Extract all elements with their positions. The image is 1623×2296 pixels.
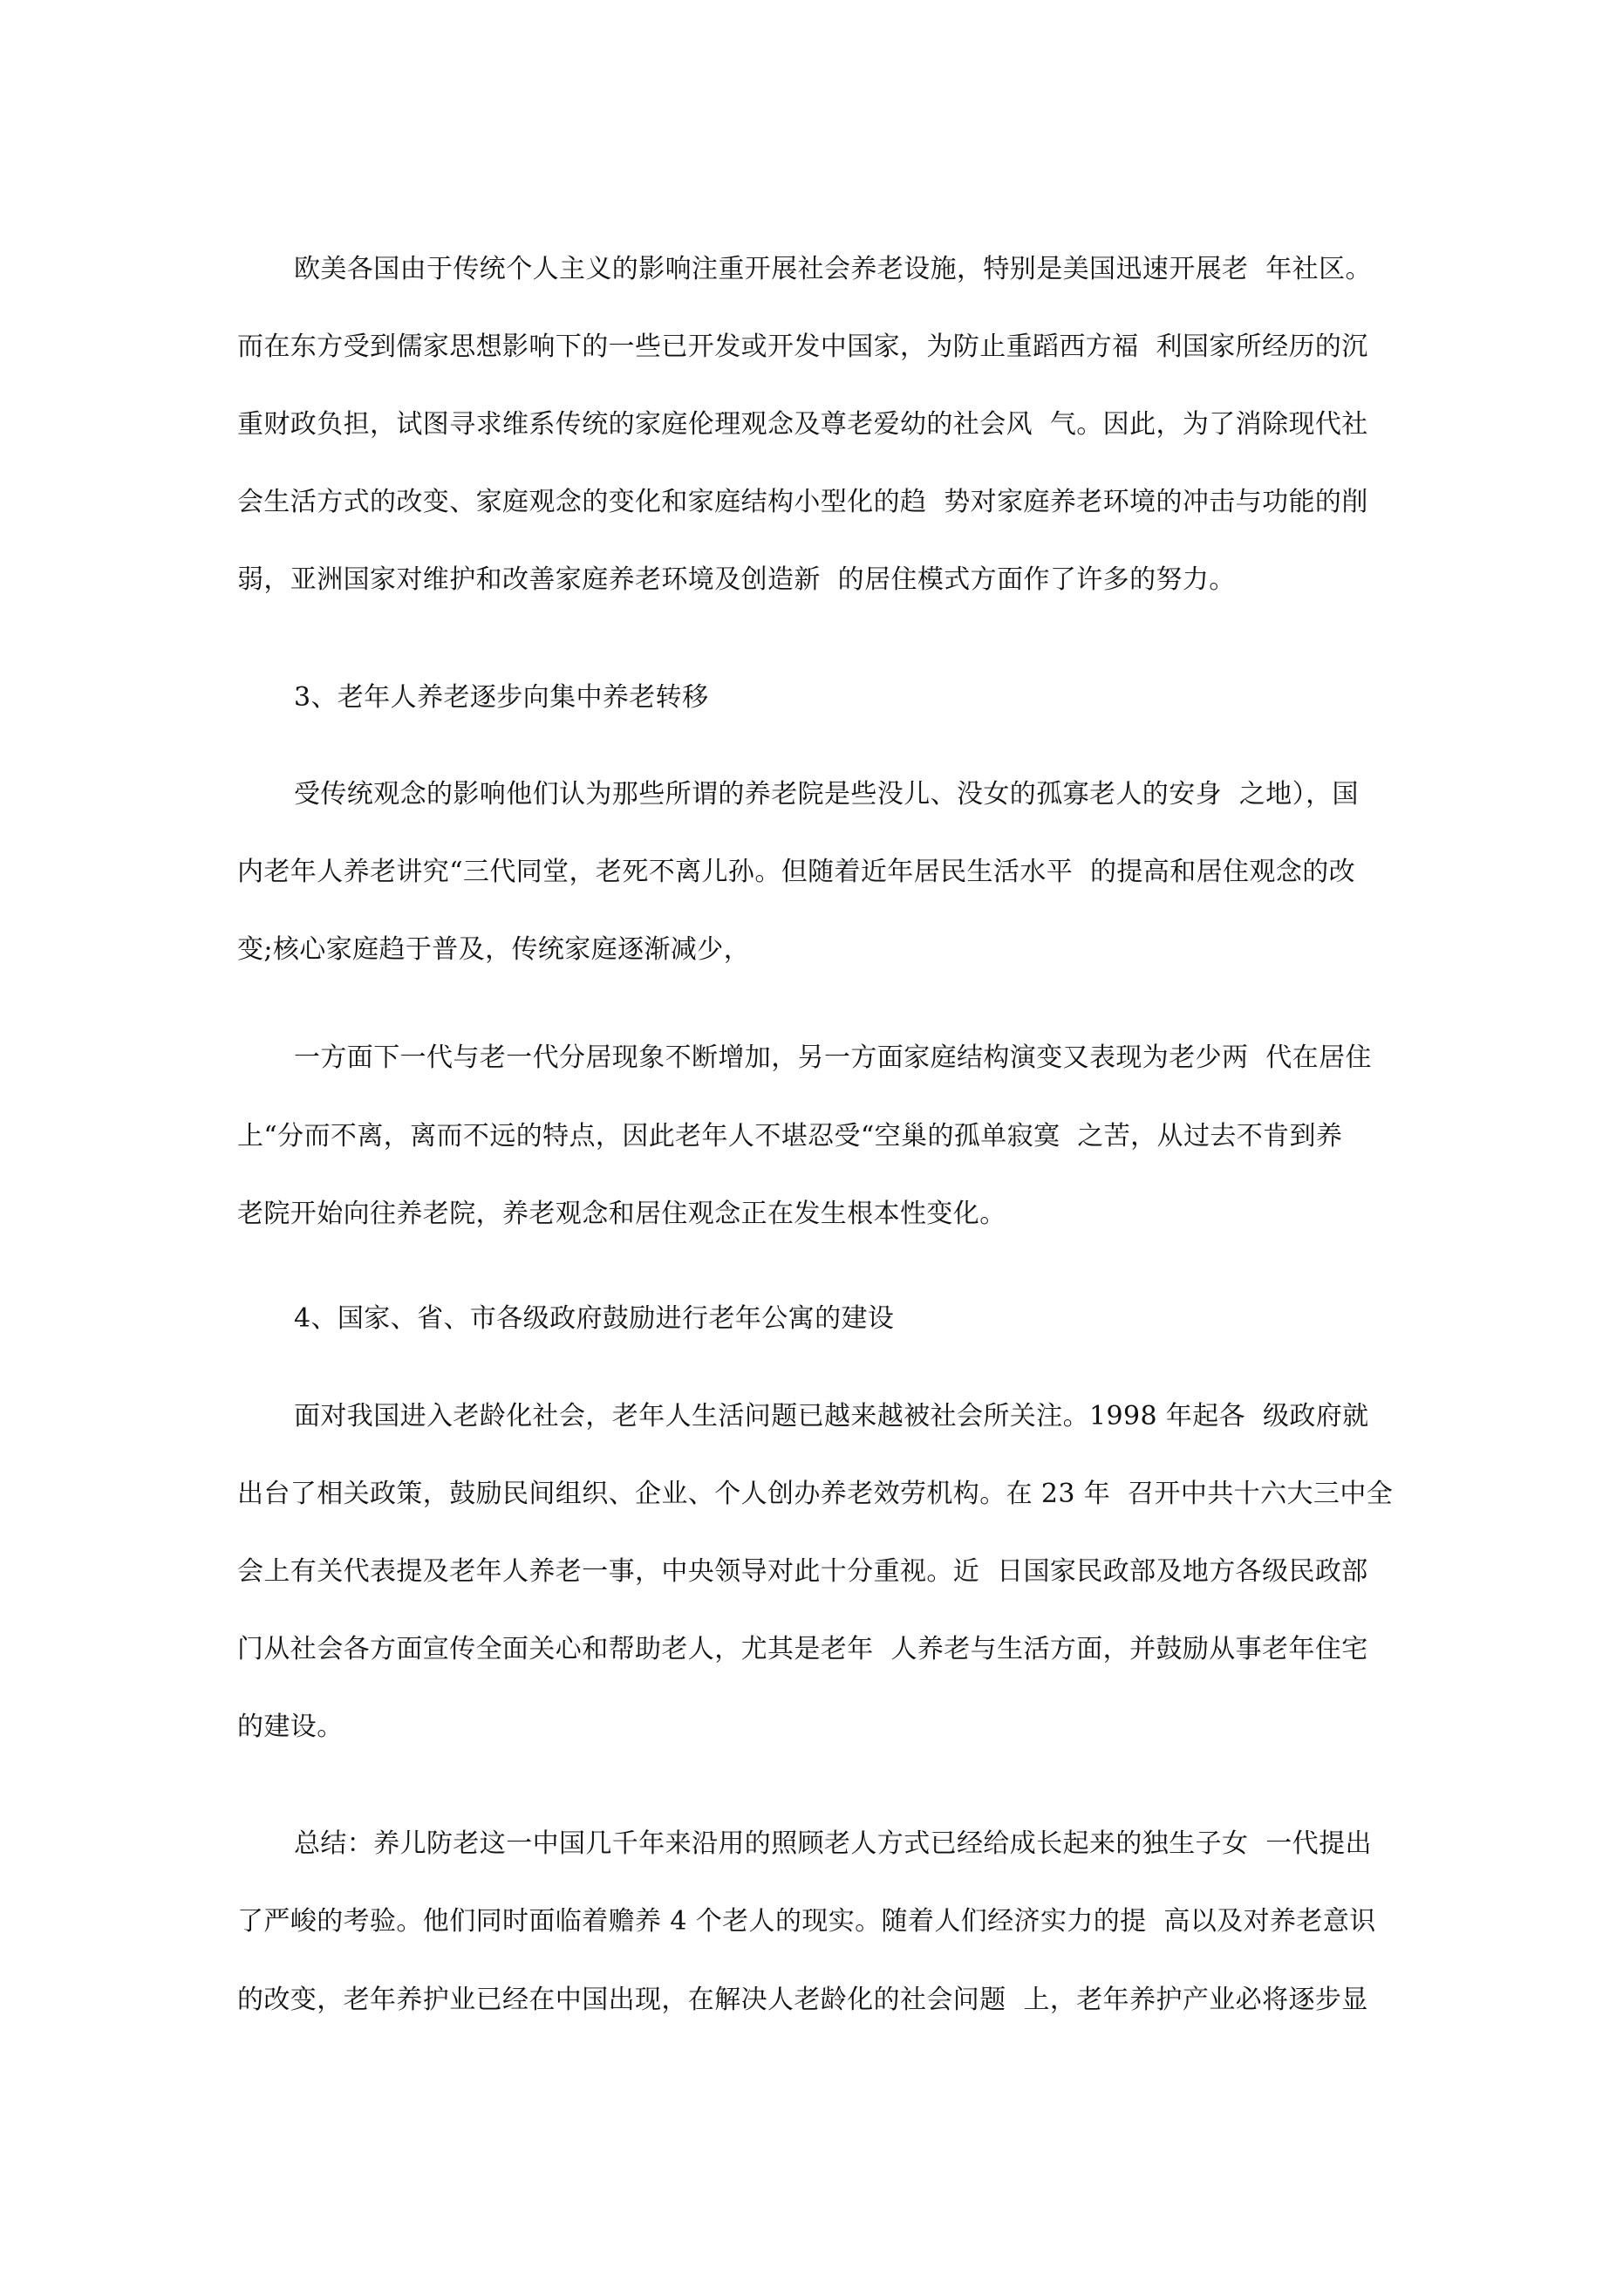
text-line: 一方面下一代与老一代分居现象不断增加，另一方面家庭结构演变又表现为老少两 代在居住: [294, 1042, 1372, 1073]
text-line: 了严峻的考验。他们同时面临着赡养 4 个老人的现实。随着人们经济实力的提 高以及对养老意识: [237, 1906, 1376, 1937]
text-line: 出台了相关政策，鼓励民间组织、企业、个人创办养老效劳机构。在 23 年 召开中共十六大三中全: [237, 1479, 1394, 1509]
text-line: 会生活方式的改变、家庭观念的变化和家庭结构小型化的趋 势对家庭养老环境的冲击与功能的削: [237, 487, 1368, 517]
text-line: 会上有关代表提及老年人养老一事，中央领导对此十分重视。近 日国家民政部及地方各级民政部: [237, 1556, 1368, 1587]
text-line: 重财政负担，试图寻求维系传统的家庭伦理观念及尊老爱幼的社会风 气。因此，为了消除现代社: [237, 409, 1368, 440]
text-line: 老院开始向往养老院，养老观念和居住观念正在发生根本性变化。: [237, 1199, 1006, 1229]
text-line: 的建设。: [237, 1712, 344, 1742]
text-line: 弱，亚洲国家对维护和改善家庭养老环境及创造新 的居住模式方面作了许多的努力。: [237, 564, 1236, 595]
text-line: 内老年人养老讲究“三代同堂，老死不离儿孙。但随着近年居民生活水平 的提高和居住观念的改: [237, 857, 1356, 887]
text-line: 门从社会各方面宣传全面关心和帮助老人，尤其是老年 人养老与生活方面，并鼓励从事老年住宅: [237, 1634, 1368, 1664]
text-line: 上“分而不离，离而不远的特点，因此老年人不堪忍受“空巢的孤单寂寞 之苦，从过去不肯到养: [237, 1121, 1343, 1151]
text-line: 总结：养儿防老这一中国几千年来沿用的照顾老人方式已经给成长起来的独生子女 一代提出: [294, 1828, 1372, 1859]
section-heading: 3、老年人养老逐步向集中养老转移: [294, 682, 709, 713]
text-line: 面对我国进入老龄化社会，老年人生活问题已越来越被社会所关注。1998 年起各 级政府就: [294, 1401, 1369, 1432]
text-line: 而在东方受到儒家思想影响下的一些已开发或开发中国家，为防止重蹈西方福 利国家所经历的沉: [237, 331, 1368, 362]
text-line: 的改变，老年养护业已经在中国出现，在解决人老龄化的社会问题 上，老年养护产业必将逐步显: [237, 1985, 1368, 2015]
text-line: 欧美各国由于传统个人主义的影响注重开展社会养老设施，特别是美国迅速开展老 年社区。: [294, 254, 1372, 284]
text-line: 受传统观念的影响他们认为那些所谓的养老院是些没儿、没女的孤寡老人的安身 之地），国: [294, 779, 1359, 810]
text-line: 变;核心家庭趋于普及，传统家庭逐渐减少，: [237, 934, 751, 965]
section-heading: 4、国家、省、市各级政府鼓励进行老年公寓的建设: [294, 1303, 895, 1334]
